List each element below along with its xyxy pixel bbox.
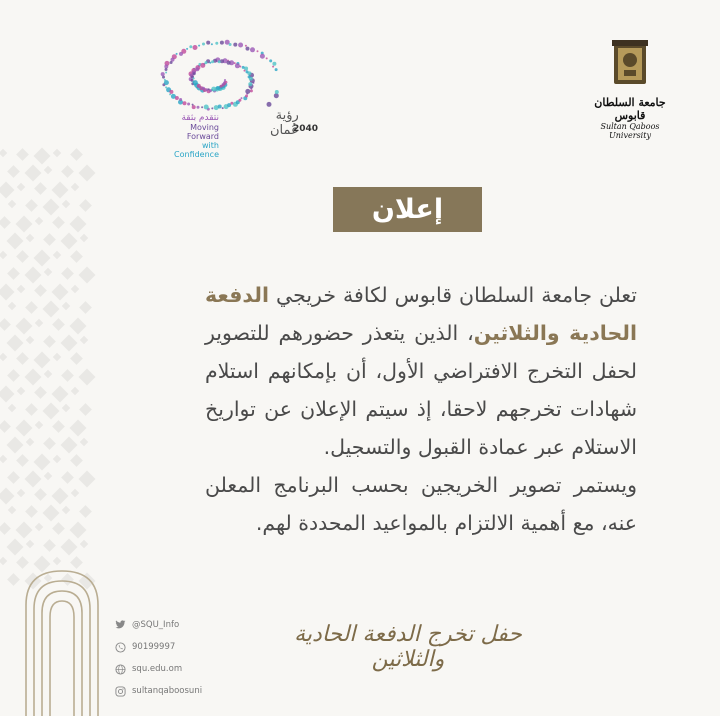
- contact-list: [114, 614, 202, 702]
- pattern-dot: [0, 488, 14, 505]
- pattern-dot: [62, 302, 70, 310]
- pattern-dot: [80, 438, 88, 446]
- swirl-dot: [246, 70, 249, 73]
- swirl-dot: [197, 84, 201, 88]
- pattern-dot: [52, 318, 65, 331]
- swirl-dot: [211, 107, 213, 109]
- pattern-dot: [0, 284, 14, 301]
- pattern-dot: [0, 455, 7, 463]
- tagline-english-line1: Moving Forward: [186, 123, 219, 141]
- swirl-dot: [211, 87, 216, 92]
- vision-arabic-text: رؤية عُمان: [270, 108, 299, 138]
- pattern-dot: [35, 217, 43, 225]
- swirl-dot: [260, 54, 265, 59]
- pattern-dot: [62, 200, 70, 208]
- swirl-dot: [175, 96, 179, 100]
- swirl-dot: [206, 41, 210, 45]
- swirl-dot: [244, 70, 246, 72]
- swirl-dot: [176, 53, 178, 55]
- pattern-dot: [53, 251, 61, 259]
- pattern-dot: [8, 200, 16, 208]
- pattern-dot: [8, 302, 16, 310]
- pattern-dot: [25, 301, 38, 314]
- vision-swirl-graphic: [95, 18, 280, 128]
- pattern-dot: [7, 471, 20, 484]
- swirl-dot: [248, 75, 251, 78]
- swirl-dot: [218, 105, 222, 109]
- pattern-dot: [16, 352, 29, 365]
- swirl-dot: [246, 47, 250, 51]
- pattern-dot: [0, 182, 14, 199]
- contact-twitter-text: @SQU_Info: [132, 620, 180, 630]
- swirl-dot: [269, 59, 272, 62]
- swirl-dot: [220, 41, 224, 45]
- contact-instagram[interactable]: [114, 680, 202, 702]
- pattern-dot: [44, 472, 52, 480]
- pattern-dot: [25, 199, 38, 212]
- swirl-dot: [195, 67, 199, 71]
- swirl-dot: [275, 90, 279, 94]
- pattern-dot: [25, 165, 42, 182]
- swirl-dot: [238, 99, 241, 102]
- pattern-dot: [61, 267, 74, 280]
- dot-pattern: [0, 150, 95, 590]
- pattern-dot: [61, 437, 78, 454]
- swirl-dot: [220, 85, 223, 88]
- swirl-dot: [245, 89, 250, 94]
- pattern-dot: [43, 539, 56, 552]
- swirl-dot: [242, 66, 245, 69]
- pattern-dot: [16, 454, 29, 467]
- swirl-dot: [189, 45, 192, 48]
- swirl-dot: [257, 50, 259, 52]
- pattern-dot: [26, 336, 34, 344]
- university-name-english: Sultan Qaboos University: [600, 122, 660, 140]
- pattern-dot: [70, 420, 87, 437]
- swirl-dot: [164, 65, 168, 69]
- pattern-dot: [0, 149, 7, 157]
- contact-instagram-text: sultanqaboosuni: [132, 686, 203, 696]
- pattern-dot: [53, 353, 61, 361]
- pattern-dot: [7, 267, 20, 280]
- swirl-dot: [235, 63, 240, 68]
- swirl-dot: [267, 102, 272, 107]
- pattern-dot: [8, 404, 16, 412]
- swirl-dot: [193, 80, 198, 85]
- swirl-dot: [250, 47, 255, 52]
- swirl-dot: [245, 95, 248, 98]
- swirl-dot: [200, 63, 205, 68]
- pattern-dot: [26, 540, 34, 548]
- pattern-dot: [7, 165, 20, 178]
- pattern-dot: [61, 335, 78, 352]
- pattern-dot: [7, 369, 20, 382]
- pattern-dot: [79, 199, 92, 212]
- pattern-dot: [61, 233, 78, 250]
- pattern-dot: [34, 250, 51, 267]
- university-emblem-icon: [610, 38, 650, 88]
- pattern-dot: [71, 387, 79, 395]
- pattern-dot: [71, 285, 79, 293]
- swirl-dot: [183, 101, 187, 105]
- pattern-dot: [0, 557, 7, 565]
- pattern-dot: [61, 539, 78, 556]
- announcement-title: إعلان: [371, 194, 444, 225]
- pattern-dot: [79, 471, 96, 488]
- pattern-dot: [0, 522, 11, 535]
- pattern-dot: [0, 353, 7, 361]
- swirl-dot: [193, 72, 196, 75]
- pattern-dot: [17, 387, 25, 395]
- pattern-dot: [16, 318, 33, 335]
- swirl-dot: [164, 80, 169, 85]
- announcement-paragraph-1: [205, 276, 637, 466]
- pattern-dot: [26, 234, 34, 242]
- vision-2040-logo: [95, 18, 319, 159]
- pattern-dot: [79, 301, 92, 314]
- pattern-dot: [61, 471, 74, 484]
- pattern-dot: [0, 318, 11, 331]
- swirl-dot: [202, 43, 205, 46]
- swirl-dot: [179, 98, 182, 101]
- pattern-dot: [7, 335, 24, 352]
- pattern-dot: [25, 267, 42, 284]
- pattern-dot: [71, 489, 79, 497]
- pattern-dot: [35, 319, 43, 327]
- pattern-dot: [34, 352, 51, 369]
- pattern-dot: [7, 573, 20, 586]
- pattern-dot: [70, 250, 83, 263]
- pattern-dot: [0, 251, 7, 259]
- pattern-dot: [43, 437, 56, 450]
- announcement-paragraph-2: ويستمر تصوير الخريجين بحسب البرنامج المعلن عنه، مع أهمية الالتزام بالمواعيد المحددة لهم.: [205, 473, 637, 535]
- pattern-dot: [16, 420, 33, 437]
- pattern-dot: [61, 165, 74, 178]
- swirl-dot: [215, 42, 218, 45]
- pattern-dot: [7, 437, 24, 454]
- pattern-dot: [17, 285, 25, 293]
- swirl-dot: [161, 72, 165, 76]
- paragraph-1-end: ، الذين يتعذر حضورهم للتصوير لحفل التخرج الافتراضي الأول، أن بإمكانهم استلام شهادات تخرجهم لاحقا، إذ سيتم الإعلان عن تواريخ الاستلام عبر عمادة القبول والتسجيل.: [205, 321, 637, 459]
- pattern-dot: [26, 438, 34, 446]
- contact-website[interactable]: [114, 658, 202, 680]
- pattern-dot: [62, 404, 70, 412]
- pattern-dot: [43, 233, 56, 246]
- twitter-icon: [114, 619, 126, 631]
- pattern-dot: [43, 335, 56, 348]
- contact-whatsapp[interactable]: [114, 636, 202, 658]
- pattern-dot: [70, 352, 83, 365]
- pattern-dot: [16, 148, 29, 161]
- swirl-dot: [272, 62, 276, 66]
- pattern-dot: [80, 540, 88, 548]
- swirl-dot: [238, 43, 243, 48]
- swirl-dot: [230, 102, 233, 105]
- pattern-dot: [34, 284, 47, 297]
- pattern-dot: [52, 386, 69, 403]
- swirl-dot: [218, 60, 221, 63]
- swirl-dot: [198, 45, 200, 47]
- pattern-dot: [52, 284, 69, 301]
- pattern-dot: [16, 250, 29, 263]
- ceremony-calligraphy: [258, 622, 558, 672]
- pattern-dot: [71, 183, 79, 191]
- swirl-dot: [170, 61, 173, 64]
- pattern-dot: [43, 505, 60, 522]
- swirl-dot: [216, 86, 220, 90]
- tagline-arabic: نتقدم بثقة: [181, 113, 219, 123]
- pattern-dot: [25, 505, 38, 518]
- globe-icon: [114, 663, 126, 675]
- university-name-arabic: جامعة السلطان قابوس: [594, 96, 666, 122]
- pattern-dot: [43, 403, 60, 420]
- pattern-dot: [70, 522, 87, 539]
- announcement-body: [205, 276, 637, 542]
- pattern-dot: [43, 199, 60, 216]
- pattern-dot: [52, 488, 69, 505]
- swirl-dot: [186, 48, 188, 50]
- pattern-dot: [62, 506, 70, 514]
- swirl-dot: [233, 43, 237, 47]
- swirl-dot: [250, 89, 253, 92]
- swirl-dot: [204, 105, 209, 110]
- pattern-dot: [43, 301, 60, 318]
- ceremony-calligraphy-text: حفل تخرج الدفعة الحادية والثلاثين: [294, 622, 522, 672]
- swirl-dot: [220, 59, 224, 63]
- pattern-dot: [52, 420, 65, 433]
- swirl-dot: [162, 76, 165, 79]
- pattern-dot: [34, 454, 51, 471]
- moving-forward-tagline: [157, 114, 219, 159]
- pattern-dot: [70, 216, 87, 233]
- pattern-dot: [52, 522, 65, 535]
- pattern-dot: [70, 318, 87, 335]
- swirl-dot: [245, 45, 247, 47]
- pattern-dot: [61, 369, 74, 382]
- tagline-english-line2: with Confidence: [174, 141, 219, 159]
- swirl-dot: [222, 107, 224, 109]
- swirl-dot: [208, 88, 210, 90]
- pattern-dot: [25, 471, 42, 488]
- pattern-dot: [44, 370, 52, 378]
- graduating-class-highlight: الدفعة الحادية والثلاثين: [205, 283, 637, 345]
- university-logo: [580, 38, 680, 140]
- pattern-dot: [25, 403, 38, 416]
- swirl-dot: [266, 57, 268, 59]
- pattern-dot: [0, 386, 14, 403]
- pattern-dot: [34, 386, 47, 399]
- pattern-dot: [44, 268, 52, 276]
- arch-decoration: [22, 565, 102, 716]
- swirl-dot: [193, 77, 195, 79]
- pattern-dot: [70, 148, 83, 161]
- swirl-dot: [211, 60, 214, 63]
- pattern-dot: [79, 267, 96, 284]
- swirl-dot: [165, 68, 168, 71]
- pattern-dot: [79, 403, 92, 416]
- swirl-dot: [209, 62, 211, 64]
- pattern-dot: [34, 148, 51, 165]
- swirl-dot: [202, 87, 205, 90]
- swirl-dot: [193, 45, 198, 50]
- swirl-dot: [274, 93, 279, 98]
- swirl-dot: [248, 82, 252, 86]
- pattern-dot: [16, 522, 33, 539]
- pattern-dot: [52, 182, 69, 199]
- instagram-icon: [114, 685, 126, 697]
- pattern-dot: [70, 454, 83, 467]
- pattern-dot: [34, 488, 47, 501]
- pattern-dot: [53, 149, 61, 157]
- pattern-dot: [44, 166, 52, 174]
- swirl-dot: [201, 106, 203, 108]
- pattern-dot: [35, 523, 43, 531]
- pattern-dot: [79, 369, 96, 386]
- pattern-dot: [53, 557, 61, 565]
- swirl-dot: [211, 43, 213, 45]
- swirl-dot: [197, 106, 200, 109]
- pattern-dot: [79, 505, 92, 518]
- pattern-dot: [16, 216, 33, 233]
- pattern-dot: [8, 506, 16, 514]
- pattern-dot: [35, 421, 43, 429]
- swirl-dot: [192, 104, 194, 106]
- contact-whatsapp-text: 90199997: [132, 642, 176, 652]
- pattern-dot: [17, 183, 25, 191]
- pattern-dot: [80, 234, 88, 242]
- swirl-dot: [179, 52, 183, 56]
- pattern-dot: [0, 216, 11, 229]
- whatsapp-icon: [114, 641, 126, 653]
- contact-website-text: squ.edu.om: [132, 664, 183, 674]
- pattern-dot: [17, 489, 25, 497]
- swirl-dot: [227, 61, 231, 65]
- swirl-dot: [222, 83, 224, 85]
- pattern-dot: [34, 182, 47, 195]
- pattern-dot: [25, 369, 42, 386]
- contact-twitter[interactable]: [114, 614, 202, 636]
- vision-year: 2040: [293, 124, 319, 134]
- swirl-dot: [169, 90, 173, 94]
- pattern-dot: [53, 455, 61, 463]
- swirl-dot: [241, 97, 243, 99]
- pattern-dot: [79, 165, 96, 182]
- paragraph-1-start: تعلن جامعة السلطان قابوس لكافة خريجي: [269, 283, 637, 307]
- pattern-dot: [7, 539, 24, 556]
- pattern-dot: [52, 216, 65, 229]
- swirl-dot: [272, 66, 274, 68]
- pattern-dot: [80, 336, 88, 344]
- swirl-dot: [229, 43, 232, 46]
- swirl-dot: [192, 105, 196, 109]
- swirl-dot: [275, 68, 278, 71]
- swirl-dot: [187, 103, 190, 106]
- pattern-dot: [0, 420, 11, 433]
- pattern-dot: [7, 233, 24, 250]
- swirl-dot: [165, 72, 167, 74]
- announcement-title-box: [333, 187, 482, 232]
